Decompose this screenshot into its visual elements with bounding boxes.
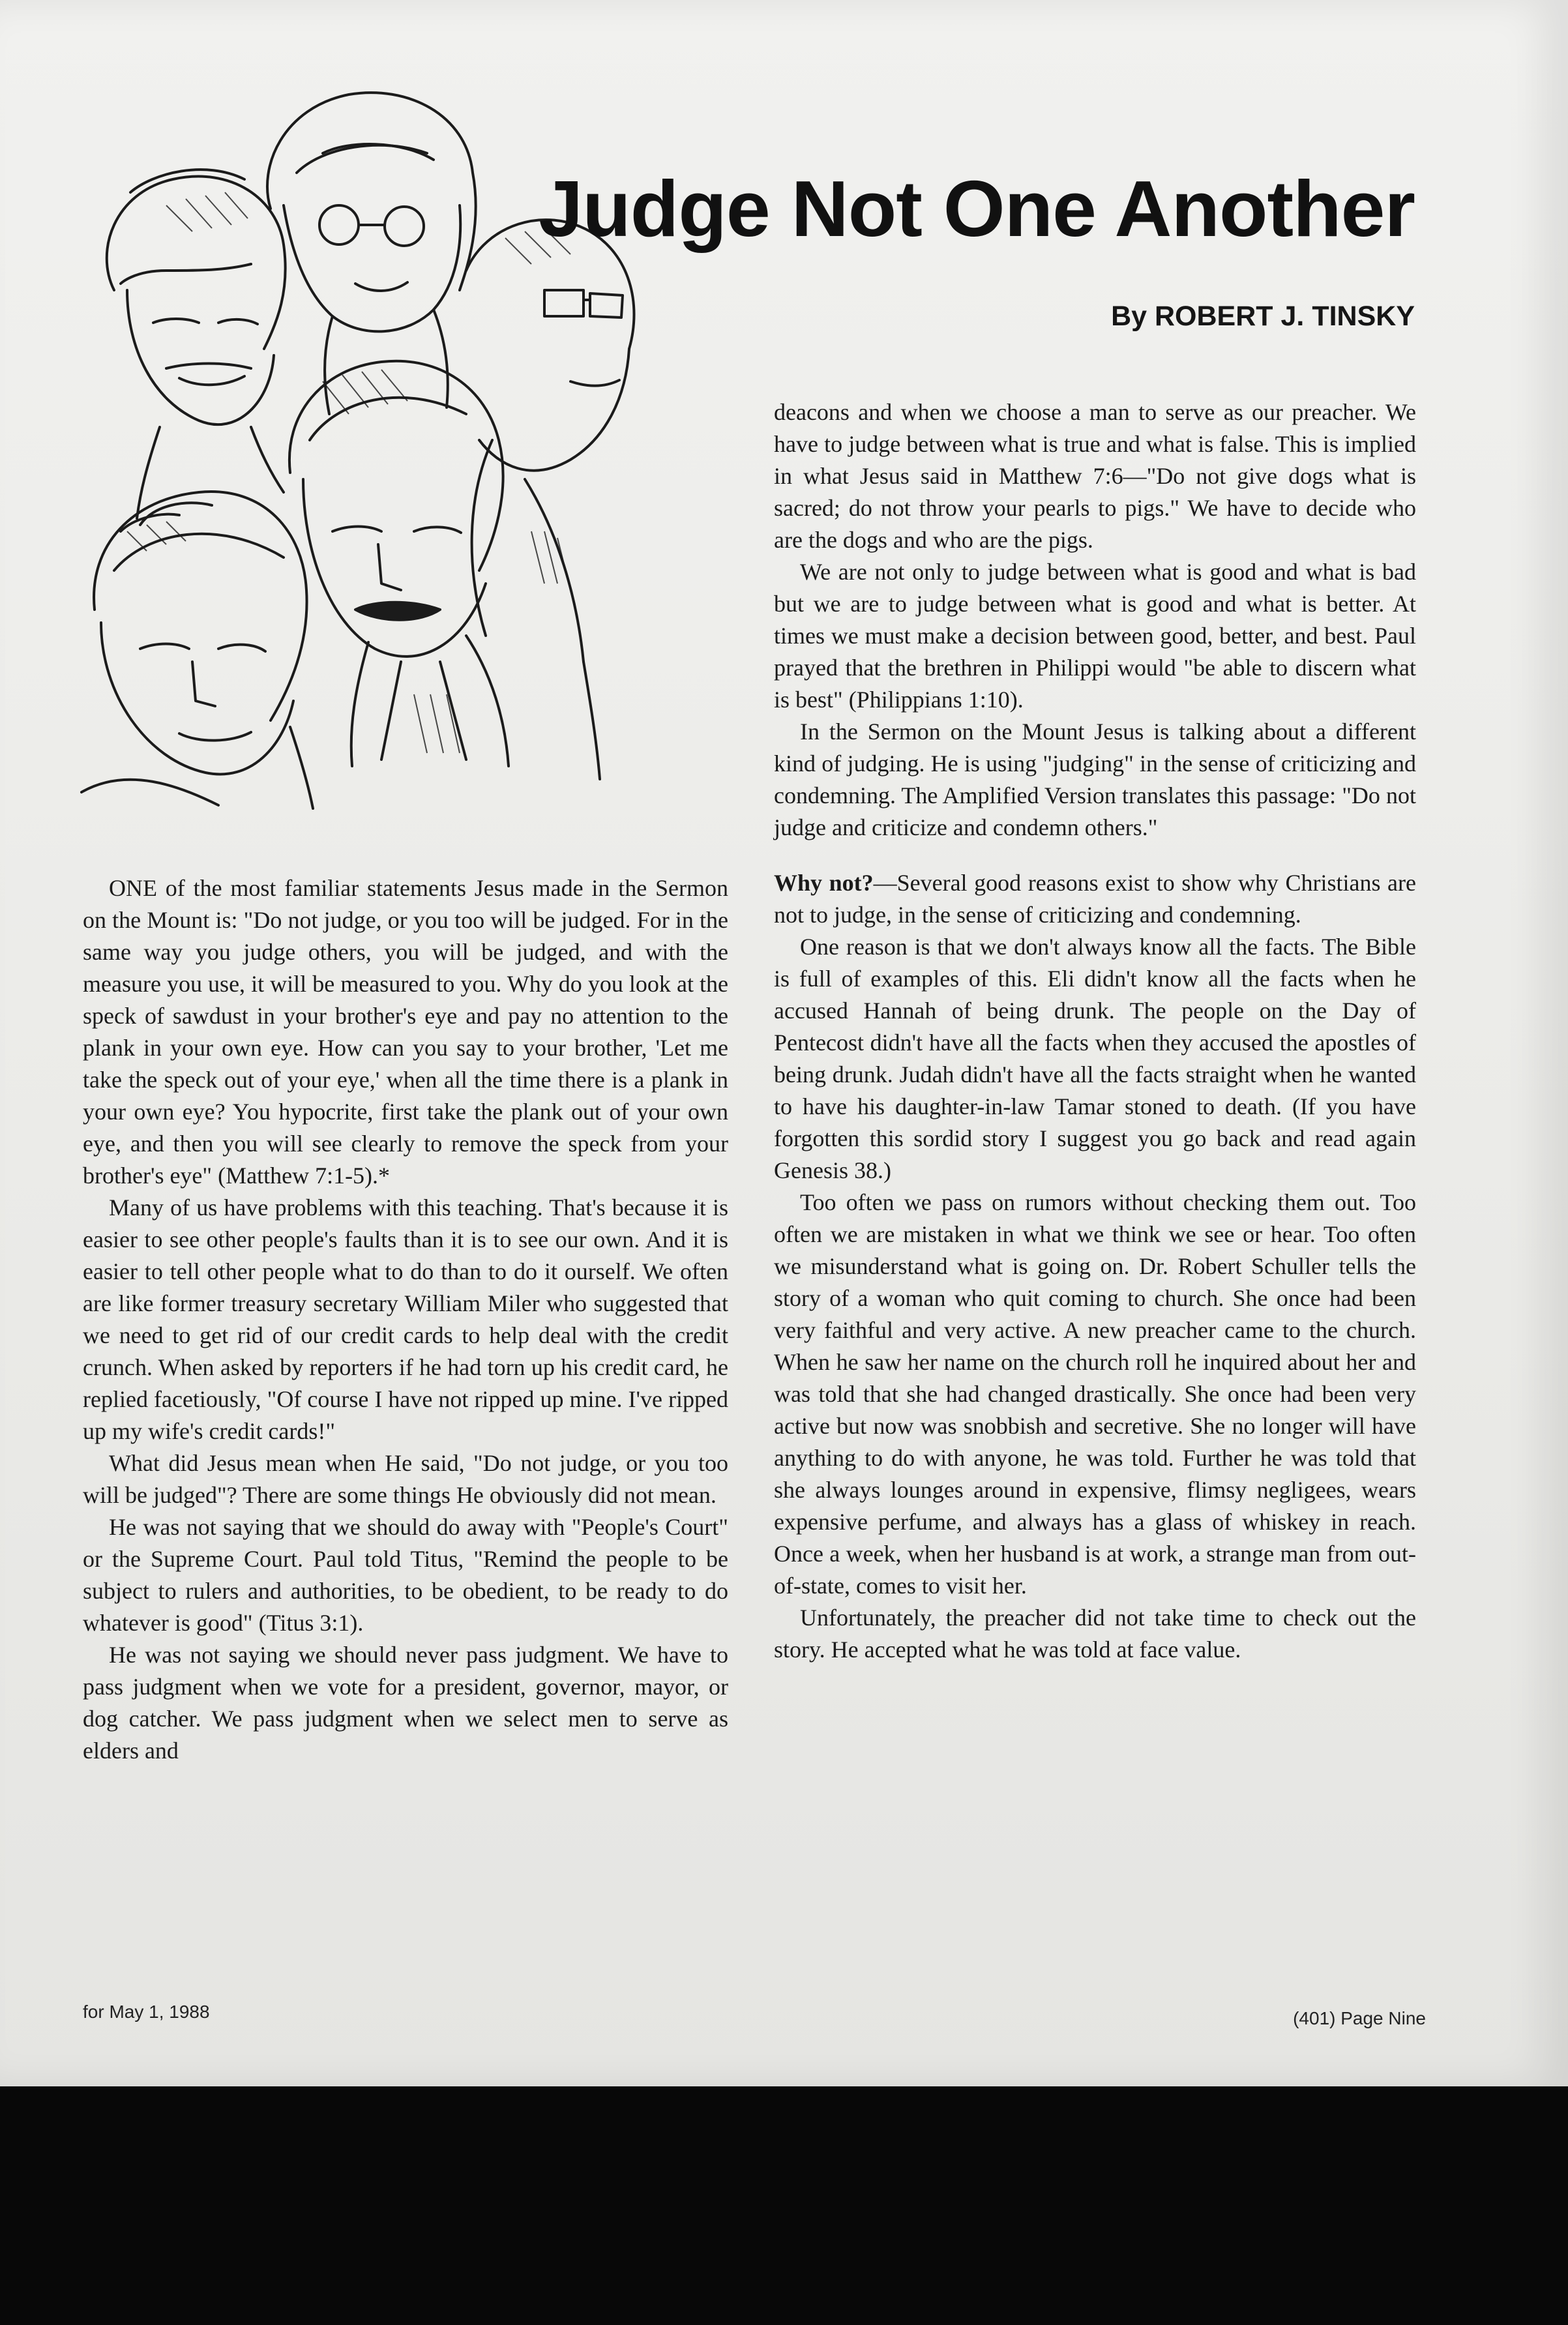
- paragraph-text: —Several good reasons exist to show why Christians are not to judge, in the sense of criticizing and condemning.: [774, 870, 1416, 928]
- paragraph: He was not saying that we should do away with "People's Court" or the Supreme Court. Paul told Titus, "Remind the people to be subject to rulers and authorities, to be obedient, to be ready to do whatever is good" (Titus 3:1).: [83, 1514, 728, 1636]
- paragraph: He was not saying we should never pass judgment. We have to pass judgment when we vote for a president, governor, mayor, or dog catcher. We pass judgment when we select men to serve as elders and: [83, 1642, 728, 1764]
- article-byline: By ROBERT J. TINSKY: [1111, 301, 1415, 332]
- dark-background-band: [0, 2086, 1568, 2325]
- paragraph: Too often we pass on rumors without checking them out. Too often we are mistaken in what we think we see or hear. Too often we misunderstand what is going on. Dr. Robert Schuller tells the story of a woman who quit coming to church. She once had been very faithful and very active. A new preacher came to the church. When he saw her name on the church roll he inquired about her and was told that she had changed drastically. She once had been very active but now was snobbish and secretive. She no longer will have anything to do with anyone, he was told. Further he was told that she always lounges around in expensive, flimsy negligees, wears expensive perfume, and always has a glass of whiskey in reach. Once a week, when her husband is at work, a strange man from out-of-state, comes to visit her.: [774, 1189, 1416, 1599]
- paragraph: One reason is that we don't always know all the facts. The Bible is full of examples of this. Eli didn't know all the facts when he accused Hannah of being drunk. The people on the Day of Pentecost didn't have all the facts when they accused the apostles of being drunk. Judah didn't have all the facts straight when he wanted to have his daughter-in-law Tamar stoned to death. (If you have forgotten this sordid story I suggest you go back and read again Genesis 38.): [774, 934, 1416, 1183]
- section-gap: [774, 844, 1416, 867]
- left-text-column: [83, 872, 728, 1767]
- paragraph: [774, 867, 1416, 931]
- paragraph: Unfortunately, the preacher did not take time to check out the story. He accepted what he was told at face value.: [774, 1605, 1416, 1663]
- paragraph: deacons and when we choose a man to serve as our preacher. We have to judge between what is true and what is false. This is implied in what Jesus said in Matthew 7:6—"Do not give dogs what is sacred; do not throw your pearls to pigs." We have to decide who are the dogs and who are the pigs.: [774, 399, 1416, 553]
- right-text-column: [774, 396, 1416, 1666]
- paragraph: What did Jesus mean when He said, "Do not judge, or you too will be judged"? There are some things He obviously did not mean.: [83, 1450, 728, 1508]
- footer-page-number: (401) Page Nine: [1293, 2008, 1426, 2028]
- article-title: Judge Not One Another: [539, 164, 1415, 253]
- paragraph: We are not only to judge between what is good and what is bad but we are to judge between what is good and what is better. At times we must make a decision between good, better, and best. Paul prayed that the brethren in Philippi would "be able to discern what is best" (Philippians 1:10).: [774, 559, 1416, 713]
- paragraph: ONE of the most familiar statements Jesus made in the Sermon on the Mount is: "Do not judge, or you too will be judged. For in the same way you judge others, you will be judged, and with the measure you use, it will be measured to you. Why do you look at the speck of sawdust in your brother's eye and pay no attention to the plank in your own eye. How can you say to your brother, 'Let me take the speck out of your eye,' when all the time there is a plank in your own eye? You hypocrite, first take the plank out of your own eye, and then you will see clearly to remove the speck from your brother's eye" (Matthew 7:1-5).*: [83, 875, 728, 1189]
- section-subhead: Why not?: [774, 870, 874, 896]
- paragraph: Many of us have problems with this teaching. That's because it is easier to see other people's faults than it is to see our own. And it is easier to tell other people what to do than to do it ourself. We often are like former treasury secretary William Miler who suggested that we need to get rid of our credit cards to help deal with the credit crunch. When asked by reporters if he had torn up his credit card, he replied facetiously, "Of course I have not ripped up mine. I've ripped up my wife's credit cards!": [83, 1194, 728, 1444]
- footer-issue-date: for May 1, 1988: [83, 2002, 210, 2022]
- paragraph: In the Sermon on the Mount Jesus is talking about a different kind of judging. He is using "judging" in the sense of criticizing and condemning. The Amplified Version translates this passage: "Do not judge and criticize and condemn others.": [774, 718, 1416, 840]
